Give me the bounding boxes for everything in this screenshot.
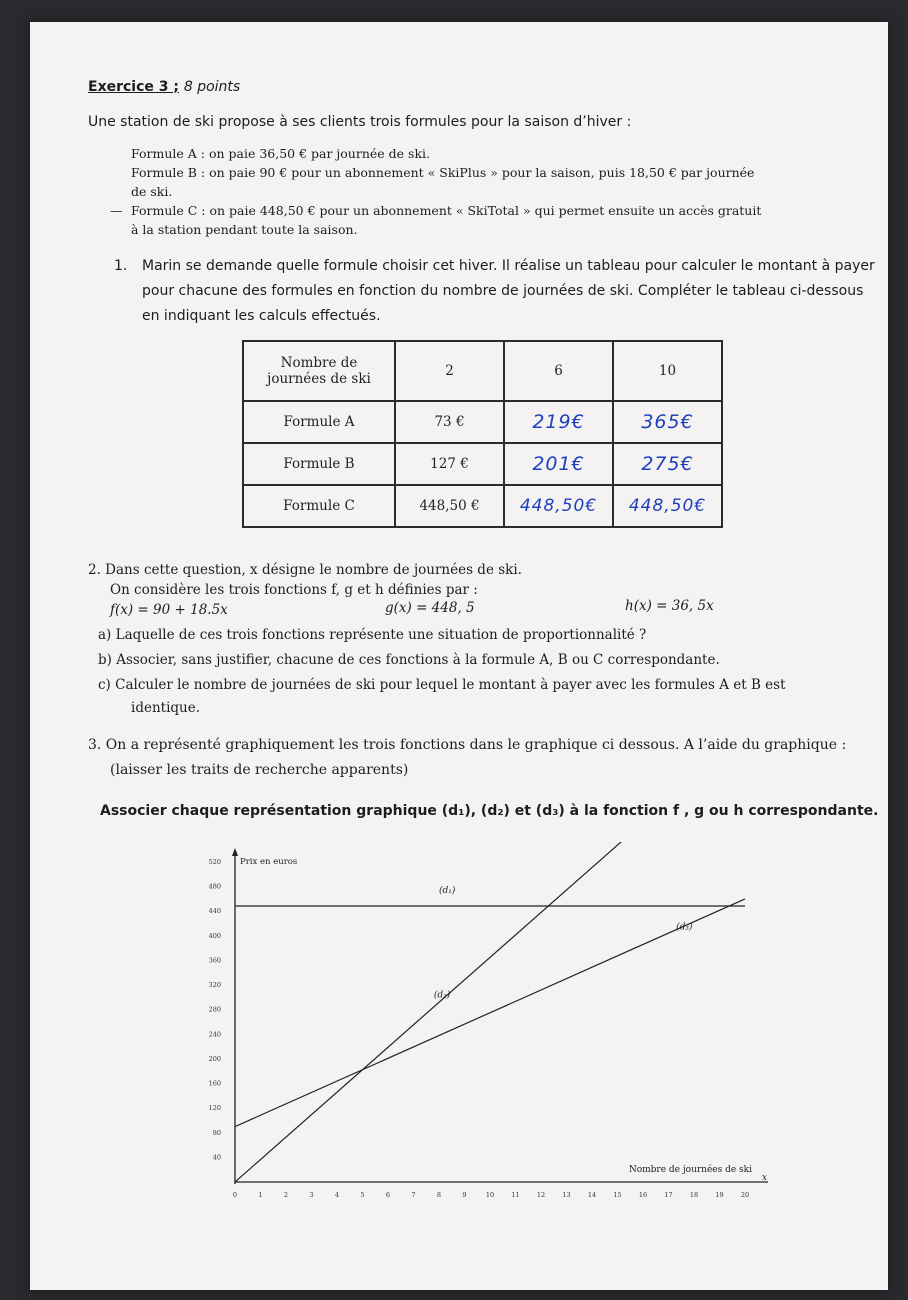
x-tick-label: 0 bbox=[232, 1191, 238, 1199]
x-tick-label: 5 bbox=[360, 1191, 365, 1199]
handwritten-cell[interactable]: 365€ bbox=[613, 401, 722, 443]
function-h: h(x) = 36, 5x bbox=[625, 598, 714, 614]
series-label: (d₂) bbox=[433, 990, 451, 1001]
y-tick-label: 440 bbox=[208, 907, 221, 916]
y-tick-label: 480 bbox=[208, 882, 221, 891]
question-1-text: Marin se demande quelle formule choisir cet hiver. Il réalise un tableau pour calculer le montant à payer pour chacune des formules en fonction du nombre de journées de ski. Compléter le tableau ci-dessous en indiquant les calculs effectués. bbox=[142, 258, 875, 324]
y-tick-label: 520 bbox=[208, 858, 221, 866]
x-tick-label: 11 bbox=[511, 1191, 520, 1199]
x-tick-label: 2 bbox=[283, 1191, 289, 1199]
printed-cell: 73 € bbox=[395, 401, 504, 443]
row-label: Formule A bbox=[243, 401, 395, 443]
x-tick-label: 20 bbox=[740, 1191, 750, 1199]
y-tick-label: 80 bbox=[212, 1128, 221, 1137]
question-2c-cont: identique. bbox=[131, 700, 201, 716]
x-tick-label: 18 bbox=[689, 1191, 699, 1199]
y-tick-label: 240 bbox=[208, 1030, 221, 1039]
table-row bbox=[243, 485, 722, 527]
x-tick-label: 7 bbox=[411, 1191, 416, 1199]
handwritten-cell[interactable]: 448,50€ bbox=[613, 485, 722, 527]
x-axis-title: Nombre de journées de ski bbox=[628, 1165, 752, 1175]
exercise-title: Exercice 3 ; 8 points bbox=[88, 79, 241, 95]
row-label: Formule C bbox=[243, 485, 395, 527]
y-tick-label: 200 bbox=[208, 1054, 221, 1063]
question-2-consider: On considère les trois fonctions f, g et h définies par : bbox=[110, 582, 478, 598]
series-line bbox=[235, 899, 745, 1127]
question-1 bbox=[114, 254, 884, 329]
question-2-intro: 2. Dans cette question, x désigne le nombre de journées de ski. bbox=[88, 562, 522, 578]
exam-sheet bbox=[30, 22, 888, 1290]
intro-text: Une station de ski propose à ses clients trois formules pour la saison d’hiver : bbox=[88, 114, 632, 130]
function-g: g(x) = 448, 5 bbox=[385, 600, 475, 616]
x-tick-label: 12 bbox=[536, 1191, 546, 1199]
series-label: (d₁) bbox=[439, 885, 456, 896]
x-tick-label: 14 bbox=[587, 1191, 597, 1199]
x-tick-label: 15 bbox=[613, 1191, 622, 1199]
handwritten-cell[interactable]: 448,50€ bbox=[504, 485, 613, 527]
function-graph bbox=[190, 842, 780, 1212]
printed-cell: 127 € bbox=[395, 443, 504, 485]
table-row bbox=[243, 401, 722, 443]
y-tick-label: 40 bbox=[212, 1153, 221, 1162]
y-axis-title: Prix en euros bbox=[240, 857, 298, 867]
formule-c-dash: — bbox=[110, 203, 123, 218]
formule-a-text: Formule A : on paie 36,50 € par journée de ski. bbox=[131, 146, 430, 161]
x-tick-label: 16 bbox=[638, 1191, 648, 1199]
x-axis-letter: x bbox=[762, 1173, 768, 1183]
handwritten-cell[interactable]: 219€ bbox=[504, 401, 613, 443]
x-tick-label: 8 bbox=[436, 1191, 442, 1199]
question-3-line1: 3. On a représenté graphiquement les trois fonctions dans le graphique ci dessous. A l’aide du graphique : bbox=[88, 737, 847, 753]
question-3-line2: (laisser les traits de recherche apparents) bbox=[110, 762, 409, 778]
table-header-day: 6 bbox=[504, 341, 613, 401]
x-tick-label: 10 bbox=[485, 1191, 495, 1199]
table-header-day: 10 bbox=[613, 341, 722, 401]
formule-b-cont: de ski. bbox=[131, 184, 173, 199]
x-tick-label: 4 bbox=[334, 1191, 340, 1199]
formule-b-text: Formule B : on paie 90 € pour un abonnement « SkiPlus » pour la saison, puis 18,50 € par journée bbox=[131, 165, 755, 180]
function-f: f(x) = 90 + 18.5x bbox=[110, 602, 228, 618]
series-label: (d₃) bbox=[676, 922, 693, 933]
y-tick-label: 320 bbox=[208, 981, 221, 990]
y-tick-label: 400 bbox=[208, 931, 221, 940]
x-tick-label: 1 bbox=[258, 1191, 263, 1199]
handwritten-cell[interactable]: 201€ bbox=[504, 443, 613, 485]
x-tick-label: 9 bbox=[462, 1191, 467, 1199]
table-header-day: 2 bbox=[395, 341, 504, 401]
price-table bbox=[242, 340, 723, 528]
question-3-assoc: Associer chaque représentation graphique (d₁), (d₂) et (d₃) à la fonction f , g ou h correspondante. bbox=[100, 803, 879, 819]
question-2a: a) Laquelle de ces trois fonctions représente une situation de proportionnalité ? bbox=[98, 627, 647, 643]
x-tick-label: 3 bbox=[309, 1191, 314, 1199]
y-axis-arrow bbox=[232, 848, 238, 856]
x-tick-label: 19 bbox=[715, 1191, 724, 1199]
printed-cell: 448,50 € bbox=[395, 485, 504, 527]
y-tick-label: 120 bbox=[208, 1104, 221, 1113]
x-tick-label: 17 bbox=[664, 1191, 673, 1199]
table-row bbox=[243, 443, 722, 485]
row-label: Formule B bbox=[243, 443, 395, 485]
table-header-label: Nombre de journées de ski bbox=[243, 341, 395, 401]
x-tick-label: 13 bbox=[562, 1191, 571, 1199]
y-tick-label: 160 bbox=[208, 1079, 221, 1088]
y-tick-label: 360 bbox=[208, 956, 221, 965]
x-tick-label: 6 bbox=[385, 1191, 391, 1199]
formule-c-cont: à la station pendant toute la saison. bbox=[131, 222, 358, 237]
y-tick-label: 280 bbox=[208, 1005, 221, 1014]
handwritten-cell[interactable]: 275€ bbox=[613, 443, 722, 485]
question-1-number: 1. bbox=[114, 258, 128, 274]
formule-c-text: Formule C : on paie 448,50 € pour un abonnement « SkiTotal » qui permet ensuite un accès gratuit bbox=[131, 203, 762, 218]
question-2c: c) Calculer le nombre de journées de ski pour lequel le montant à payer avec les formules A et B est bbox=[98, 677, 786, 693]
question-2b: b) Associer, sans justifier, chacune de ces fonctions à la formule A, B ou C correspondante. bbox=[98, 652, 720, 668]
